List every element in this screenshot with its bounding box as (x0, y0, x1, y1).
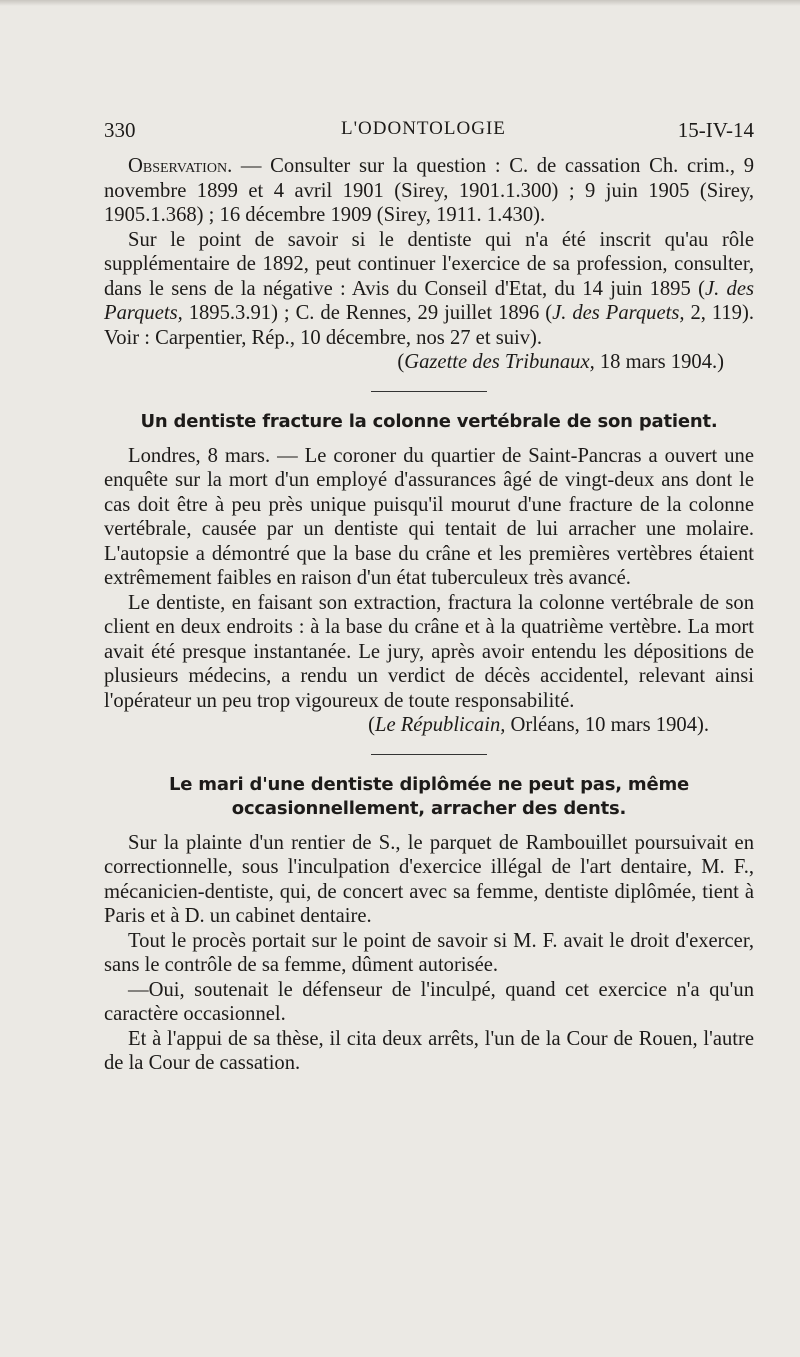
article-title-fracture: Un dentiste fracture la colonne vertébrale de son patient. (140, 410, 718, 432)
source-gazette-date: 18 mars 1904.) (594, 351, 724, 373)
roll-text-b: 1895.3.91) ; C. de Rennes, 29 juillet 1896 ( (182, 302, 553, 324)
roll-text-a: Sur le point de savoir si le dentiste qui n'a été inscrit qu'au rôle supplémentaire de 1892, peut continuer l'exercice de sa profession, consulter, dans le sens de la négative : Avis du Conseil d'Etat, du 14 juin 1895 ( (104, 228, 754, 300)
source-republicain: (Le Républicain, Orléans, 10 mars 1904). (368, 714, 709, 736)
husband-paragraph-3: —Oui, soutenait le défenseur de l'inculpé, quand cet exercice n'a qu'un caractère occasionnel. (104, 978, 754, 1025)
roll-paragraph (104, 228, 754, 351)
running-header (104, 118, 754, 146)
running-title: L'ODONTOLOGIE (341, 118, 506, 139)
observation-paragraph (104, 154, 754, 228)
husband-paragraph-4: Et à l'appui de sa thèse, il cita deux arrêts, l'un de la Cour de Rouen, l'autre de la Cour de cassation. (104, 1027, 754, 1074)
source-republicain-title: Le Républicain, (374, 714, 506, 736)
observation-text: — Consulter sur la question : C. de cassation Ch. crim., 9 novembre 1899 et 4 avril 1901 (Sirey, 1901.1.300) ; 9 juin 1905 (Sirey, 1905.1.368) ; 16 décembre 1909 (Sirey, 1911. 1.430). (104, 155, 754, 226)
source-gazette-title: Gazette des Tribunaux, (404, 351, 595, 373)
section-divider (371, 754, 487, 755)
roll-citation-2: J. des Parquets, (552, 302, 685, 324)
source-gazette: (Gazette des Tribunaux, 18 mars 1904.) (397, 351, 724, 373)
fracture-paragraph-1: Londres, 8 mars. — Le coroner du quartier de Saint-Pancras a ouvert une enquête sur la mort d'un employé d'assurances âgé de vingt-deux ans dont le cas doit être à peu près unique puisqu'il mourut d'une fracture de la colonne vertébrale, causée par un dentiste qui tentait de lui arracher une molaire. L'autopsie a démontré que la base du crâne et les premières vertèbres étaient extrêmement faibles en raison d'un état tuberculeux très avancé. (104, 444, 754, 589)
observation-label: Observation. (128, 155, 233, 177)
page-top-edge (0, 0, 800, 6)
section-divider (371, 391, 487, 392)
husband-paragraph-1: Sur la plainte d'un rentier de S., le parquet de Rambouillet poursuivait en correctionnelle, sous l'inculpation d'exercice illégal de l'art dentaire, M. F., mécanicien-dentiste, qui, de concert avec sa femme, dentiste diplômée, tient à Paris et à D. un cabinet dentaire. (104, 831, 754, 927)
source-republicain-date: Orléans, 10 mars 1904). (505, 714, 709, 736)
roll-citation-1: J. des Parquets, (104, 277, 754, 324)
fracture-paragraph-2: Le dentiste, en faisant son extraction, fractura la colonne vertébrale de son client en deux endroits : à la base du crâne et à la quatrième vertèbre. La mort avait été presque instantanée. Le jury, après avoir entendu les dépositions de plusieurs médecins, a rendu un verdict de décès accidentel, relevant ainsi l'opérateur un peu trop vigoureux de toute responsabilité. (104, 591, 754, 712)
article-title-husband: Le mari d'une dentiste diplômée ne peut pas, même occasionnellement, arracher des dents. (168, 773, 690, 819)
page-number: 330 (104, 118, 136, 142)
issue-date: 15-IV-14 (677, 118, 754, 142)
roll-text-c: 2, 119). Voir : Carpentier, Rép., 10 décembre, nos 27 et suiv). (104, 302, 754, 349)
article-body (104, 154, 754, 1076)
husband-paragraph-2: Tout le procès portait sur le point de savoir si M. F. avait le droit d'exercer, sans le contrôle de sa femme, dûment autorisée. (104, 929, 754, 976)
